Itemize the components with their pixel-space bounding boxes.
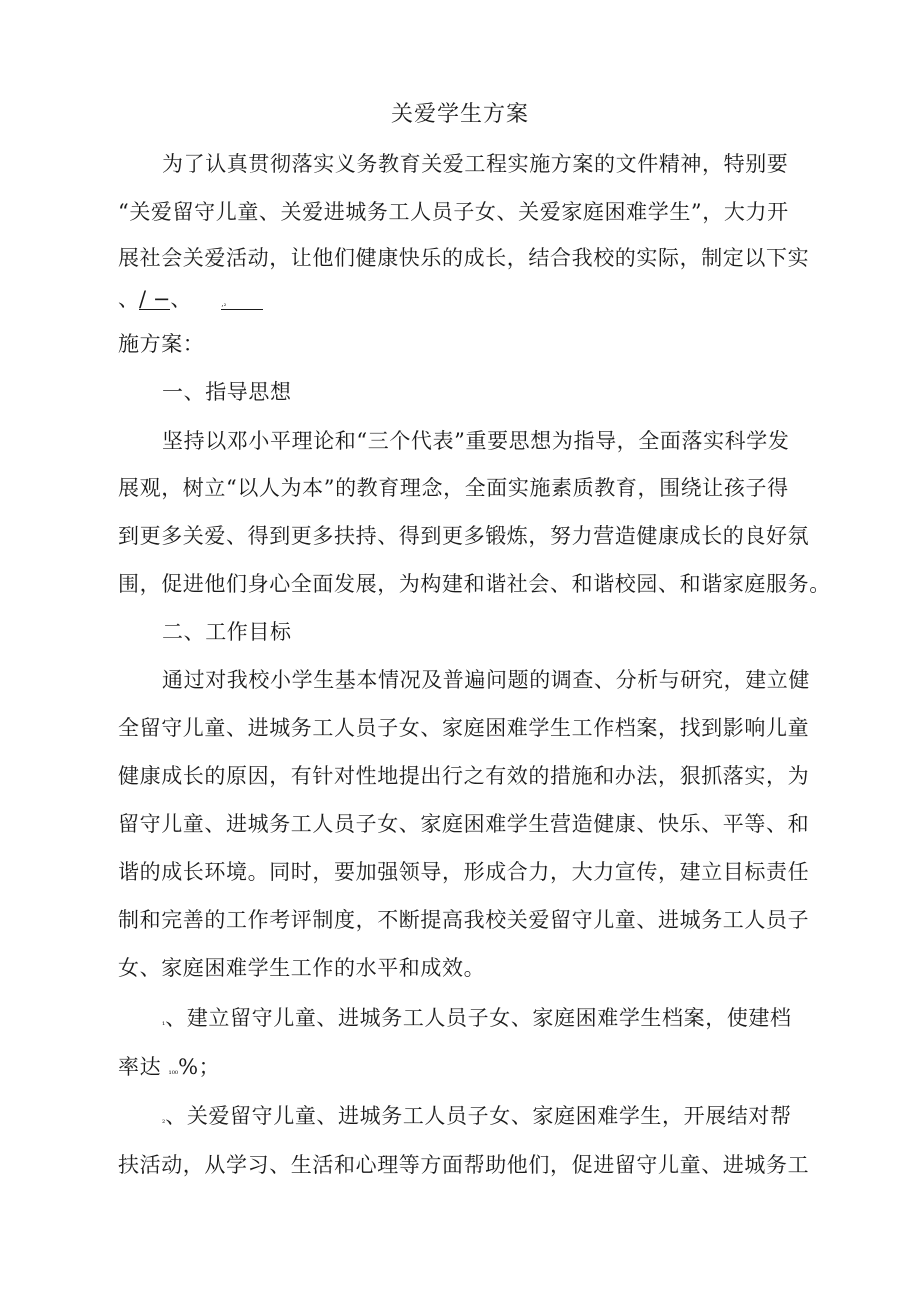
intro-line-4: 施方案：	[118, 332, 205, 356]
scan-artifact-line	[118, 285, 263, 313]
item1-line-1	[162, 1004, 792, 1037]
document-title: 关爱学生方案	[390, 102, 529, 127]
artifact-tiny-mark: ‚₂	[221, 299, 263, 310]
section1-line-1: 坚持以邓小平理论和“三个代表”重要思想为指导，全面落实科学发	[162, 429, 790, 453]
item2-line-2: 扶活动，从学习、生活和心理等方面帮助他们，促进留守儿童、进城务工	[118, 1153, 810, 1177]
intro-line-1: 为了认真贯彻落实义务教育关爱工程实施方案的文件精神，特别要	[162, 152, 789, 176]
section1-heading: 一、指导思想	[162, 380, 292, 404]
item2-number: ₂	[162, 1116, 166, 1125]
section2-line-2: 全留守儿童、进城务工人员子女、家庭困难学生工作档案，找到影响儿童	[118, 716, 810, 740]
item1-number: ₁	[162, 1018, 166, 1027]
section2-line-3: 健康成长的原因，有针对性地提出行之有效的措施和办法，狠抓落实，为	[118, 764, 810, 788]
section2-line-4: 留守儿童、进城务工人员子女、家庭困难学生营造健康、快乐、平等、和	[118, 812, 810, 836]
section2-line-7: 女、家庭困难学生工作的水平和成效。	[118, 956, 486, 980]
section1-line-4: 围，促进他们身心全面发展，为构建和谐社会、和谐校园、和谐家庭服务。	[118, 572, 831, 596]
section2-line-1: 通过对我校小学生基本情况及普遍问题的调查、分析与研究，建立健	[162, 668, 810, 692]
section1-line-2: 展观，树立“以人为本”的教育理念，全面实施素质教育，围绕让孩子得	[118, 476, 789, 500]
section2-line-6: 制和完善的工作考评制度，不断提高我校关爱留守儿童、进城务工人员子	[118, 908, 810, 932]
intro-line-3: 展社会关爱活动，让他们健康快乐的成长，结合我校的实际，制定以下实	[118, 246, 810, 270]
intro-line-2: “关爱留守儿童、关爱进城务工人员子女、关爱家庭困难学生”，大力开	[118, 200, 789, 224]
item2-text-1: 、关爱留守儿童、进城务工人员子女、家庭困难学生，开展结对帮	[165, 1104, 792, 1128]
item1-rate-label: 率达	[118, 1055, 162, 1079]
item1-line-2	[118, 1053, 220, 1086]
section2-line-5: 谐的成长环境。同时，要加强领导，形成合力，大力宣传，建立目标责任	[118, 860, 810, 884]
artifact-slash: / −	[139, 287, 171, 311]
item1-rate-number: ₁₀₀	[168, 1067, 179, 1076]
item2-line-1	[162, 1102, 792, 1135]
artifact-comma-1: 、	[118, 287, 139, 311]
item1-text-1: 、建立留守儿童、进城务工人员子女、家庭困难学生档案，使建档	[165, 1006, 792, 1030]
artifact-comma-2: 、	[170, 287, 192, 311]
section2-heading: 二、工作目标	[162, 620, 292, 644]
item1-rate-suffix: %；	[178, 1055, 221, 1079]
section1-line-3: 到更多关爱、得到更多扶持、得到更多锻炼，努力营造健康成长的良好氛	[118, 524, 810, 548]
